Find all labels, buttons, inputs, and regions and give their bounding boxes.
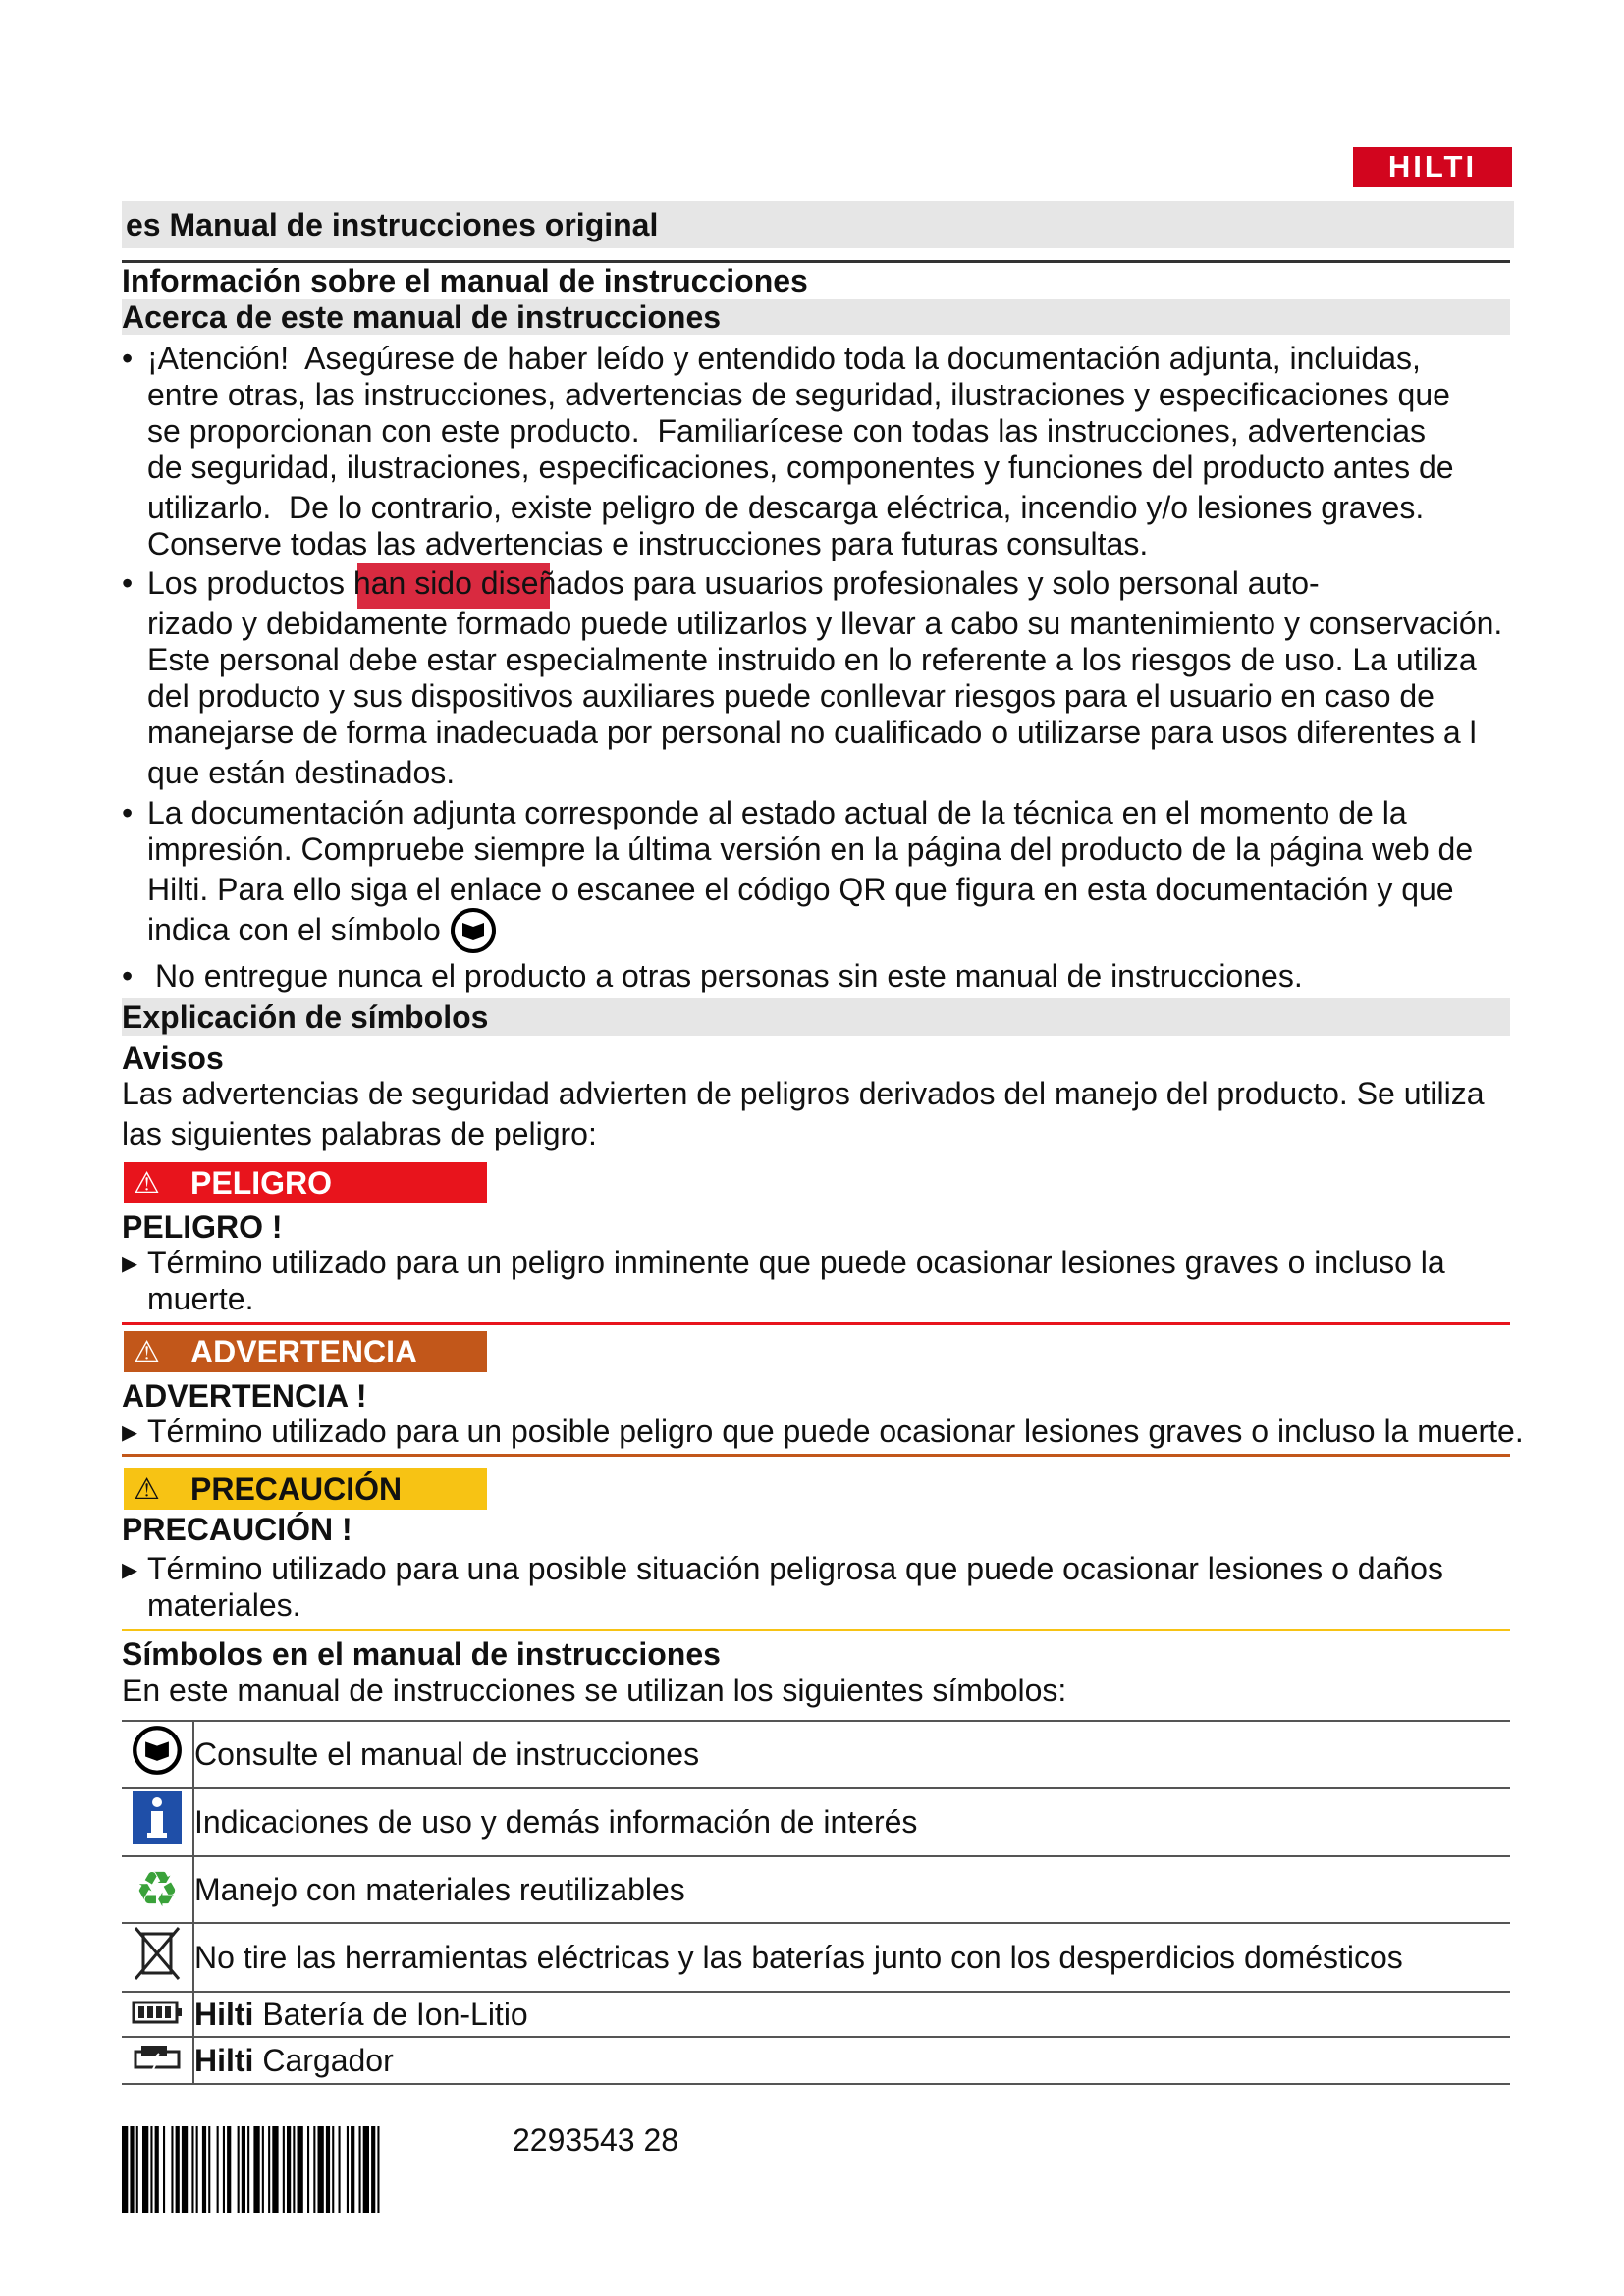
symbol-description: Indicaciones de uso y demás información de interés	[193, 1788, 1510, 1856]
signal-word: PRECAUCIÓN	[190, 1470, 403, 1507]
info-icon	[132, 1790, 183, 1845]
section-title: Información sobre el manual de instrucciones	[122, 263, 808, 298]
barcode-bar	[339, 2126, 341, 2213]
symbol-text: Batería de Ion-Litio	[262, 1996, 528, 2032]
bullet-line: No entregue nunca el producto a otras personas sin este manual de instrucciones.	[155, 958, 1303, 993]
bullet-line: se proporcionan con este producto. Familiarícese con todas las instrucciones, advertencias	[147, 413, 1427, 449]
barcode-bar	[223, 2126, 225, 2213]
symbol-row	[122, 1856, 1510, 1923]
advertencia-signal-label	[124, 1331, 487, 1372]
avisos-title: Avisos	[122, 1041, 224, 1076]
barcode-bar	[347, 2126, 349, 2213]
barcode-bar	[313, 2126, 315, 2213]
barcode-bar	[326, 2126, 330, 2213]
barcode-bar	[253, 2126, 259, 2213]
bullet-line: Hilti. Para ello siga el enlace o escanee el código QR que figura en esta documentación y que	[147, 872, 1454, 907]
signal-word: ADVERTENCIA	[190, 1333, 418, 1369]
symbol-description	[193, 1992, 1510, 2037]
bullet-dot: •	[122, 958, 134, 993]
barcode-bar	[272, 2126, 278, 2213]
symbol-row	[122, 1992, 1510, 2037]
signal-text: materiales.	[147, 1587, 301, 1623]
barcode-bar	[262, 2126, 264, 2213]
signal-word: PELIGRO	[190, 1164, 333, 1201]
bullet-line: impresión. Compruebe siempre la última versión en la página del producto de la página web de	[147, 831, 1474, 867]
barcode-bar	[136, 2126, 138, 2213]
signal-text: Término utilizado para un posible peligro que puede ocasionar lesiones graves o incluso la muerte.	[147, 1414, 1524, 1449]
bullet-line: Conserve todas las advertencias e instrucciones para futuras consultas.	[147, 526, 1149, 561]
section-intro: En este manual de instrucciones se utilizan los siguientes símbolos:	[122, 1673, 1067, 1708]
divider	[122, 1322, 1510, 1325]
barcode-bar	[298, 2126, 303, 2213]
symbol-row	[122, 1923, 1510, 1992]
bullet-line: La documentación adjunta corresponde al estado actual de la técnica en el momento de la	[147, 795, 1407, 830]
avisos-text: las siguientes palabras de peligro:	[122, 1116, 597, 1151]
symbol-row	[122, 1721, 1510, 1788]
bullet-line: indica con el símbolo	[147, 912, 441, 947]
bullet-line: entre otras, las instrucciones, advertencias de seguridad, ilustraciones y especificaciones que	[147, 377, 1450, 412]
bullet-dot: •	[122, 341, 134, 376]
manual-icon	[132, 1725, 183, 1776]
bullet-line: del producto y sus dispositivos auxiliares puede conllevar riesgos para el usuario en caso de	[147, 678, 1435, 714]
barcode-bar	[293, 2126, 295, 2213]
barcode-bar	[208, 2126, 210, 2213]
bullet-line: rizado y debidamente formado puede utilizarlos y llevar a cabo su mantenimiento y conservación.	[147, 606, 1503, 641]
barcode-bar	[359, 2126, 361, 2213]
barcode-bar	[171, 2126, 173, 2213]
barcode-bar	[238, 2126, 240, 2213]
recycle-icon: ♻	[135, 1862, 180, 1917]
signal-text: Término utilizado para un peligro inminente que puede ocasionar lesiones graves o incluso la	[147, 1245, 1445, 1280]
barcode-bar	[371, 2126, 375, 2213]
bullet-line: ¡Atención! Asegúrese de haber leído y entendido toda la documentación adjunta, incluidas,	[147, 341, 1421, 376]
barcode-bar	[287, 2126, 291, 2213]
barcode-bar	[307, 2126, 309, 2213]
arrow-bullet: ▸	[122, 1245, 138, 1280]
warning-triangle-icon: ⚠	[134, 1166, 160, 1200]
barcode-bar	[150, 2126, 152, 2213]
arrow-bullet: ▸	[122, 1551, 138, 1586]
divider	[122, 1454, 1510, 1457]
signal-text: muerte.	[147, 1281, 254, 1316]
crossed-bin-icon	[132, 1924, 183, 1983]
symbol-text: Cargador	[262, 2042, 394, 2078]
barcode-bar	[268, 2126, 270, 2213]
barcode-bar	[217, 2126, 219, 2213]
peligro-signal-label	[124, 1162, 487, 1203]
bullet-line: de seguridad, ilustraciones, especificaciones, componentes y funciones del producto antes de	[147, 450, 1454, 485]
signal-heading: ADVERTENCIA !	[122, 1378, 367, 1414]
barcode-bar	[130, 2126, 134, 2213]
barcode-bar	[196, 2126, 198, 2213]
hilti-logo: HILTI	[1353, 147, 1512, 187]
warning-triangle-icon: ⚠	[134, 1335, 160, 1368]
manual-icon	[450, 907, 497, 954]
arrow-bullet: ▸	[122, 1414, 138, 1449]
barcode-bar	[142, 2126, 148, 2213]
divider	[122, 1629, 1510, 1631]
barcode-bar	[363, 2126, 369, 2213]
battery-icon	[132, 2000, 183, 2025]
bullet-line: utilizarlo. De lo contrario, existe peligro de descarga eléctrica, incendio y/o lesiones graves.	[147, 490, 1425, 525]
symbol-row	[122, 1788, 1510, 1856]
brand-name: Hilti	[194, 2042, 254, 2078]
barcode-bar	[318, 2126, 324, 2213]
subsection-bar	[122, 299, 1510, 335]
symbol-row	[122, 2037, 1510, 2084]
barcode-bar	[191, 2126, 193, 2213]
symbol-description	[193, 2037, 1510, 2084]
barcode-bar	[163, 2126, 165, 2213]
section-title: Explicación de símbolos	[122, 999, 489, 1035]
barcode-bar	[332, 2126, 334, 2213]
barcode-bar	[242, 2126, 245, 2213]
barcode-bar	[283, 2126, 285, 2213]
barcode	[122, 2126, 481, 2213]
document-code: 2293543 28	[513, 2122, 679, 2158]
symbol-description: Consulte el manual de instrucciones	[193, 1721, 1510, 1788]
bullet-dot: •	[122, 565, 134, 601]
barcode-bar	[202, 2126, 206, 2213]
bullet-line: Este personal debe estar especialmente instruido en lo referente a los riesgos de uso. La utiliza	[147, 642, 1477, 677]
manual-title: es Manual de instrucciones original	[126, 207, 659, 242]
barcode-bar	[122, 2126, 128, 2213]
signal-heading: PRECAUCIÓN !	[122, 1512, 352, 1547]
signal-text: Término utilizado para una posible situación peligrosa que puede ocasionar lesiones o daños	[147, 1551, 1443, 1586]
symbol-description: Manejo con materiales reutilizables	[193, 1856, 1510, 1923]
bullet-line: que están destinados.	[147, 755, 456, 790]
section-title: Símbolos en el manual de instrucciones	[122, 1636, 721, 1672]
barcode-bar	[176, 2126, 180, 2213]
warning-triangle-icon: ⚠	[134, 1472, 160, 1506]
avisos-text: Las advertencias de seguridad advierten de peligros derivados del manejo del producto. Se utiliza	[122, 1076, 1485, 1111]
charger-icon	[132, 2044, 183, 2071]
signal-heading: PELIGRO !	[122, 1209, 283, 1245]
bullet-line: manejarse de forma inadecuada por personal no cualificado o utilizarse para usos diferentes a l	[147, 715, 1477, 750]
section-bar	[122, 998, 1510, 1036]
barcode-bar	[227, 2126, 231, 2213]
barcode-bar	[247, 2126, 249, 2213]
barcode-bar	[351, 2126, 354, 2213]
bullet-line: Los productos han sido diseñados para usuarios profesionales y solo personal auto-	[147, 565, 1320, 601]
brand-name: Hilti	[194, 1996, 254, 2032]
barcode-bar	[155, 2126, 159, 2213]
bullet-dot: •	[122, 795, 134, 830]
barcode-bar	[377, 2126, 379, 2213]
precaucion-signal-label	[124, 1468, 487, 1510]
manual-title-bar	[122, 201, 1514, 248]
symbol-description: No tire las herramientas eléctricas y las baterías junto con los desperdicios domésticos	[193, 1923, 1510, 1992]
subsection-title: Acerca de este manual de instrucciones	[122, 299, 722, 335]
barcode-bar	[182, 2126, 188, 2213]
symbols-table	[122, 1720, 1510, 2085]
